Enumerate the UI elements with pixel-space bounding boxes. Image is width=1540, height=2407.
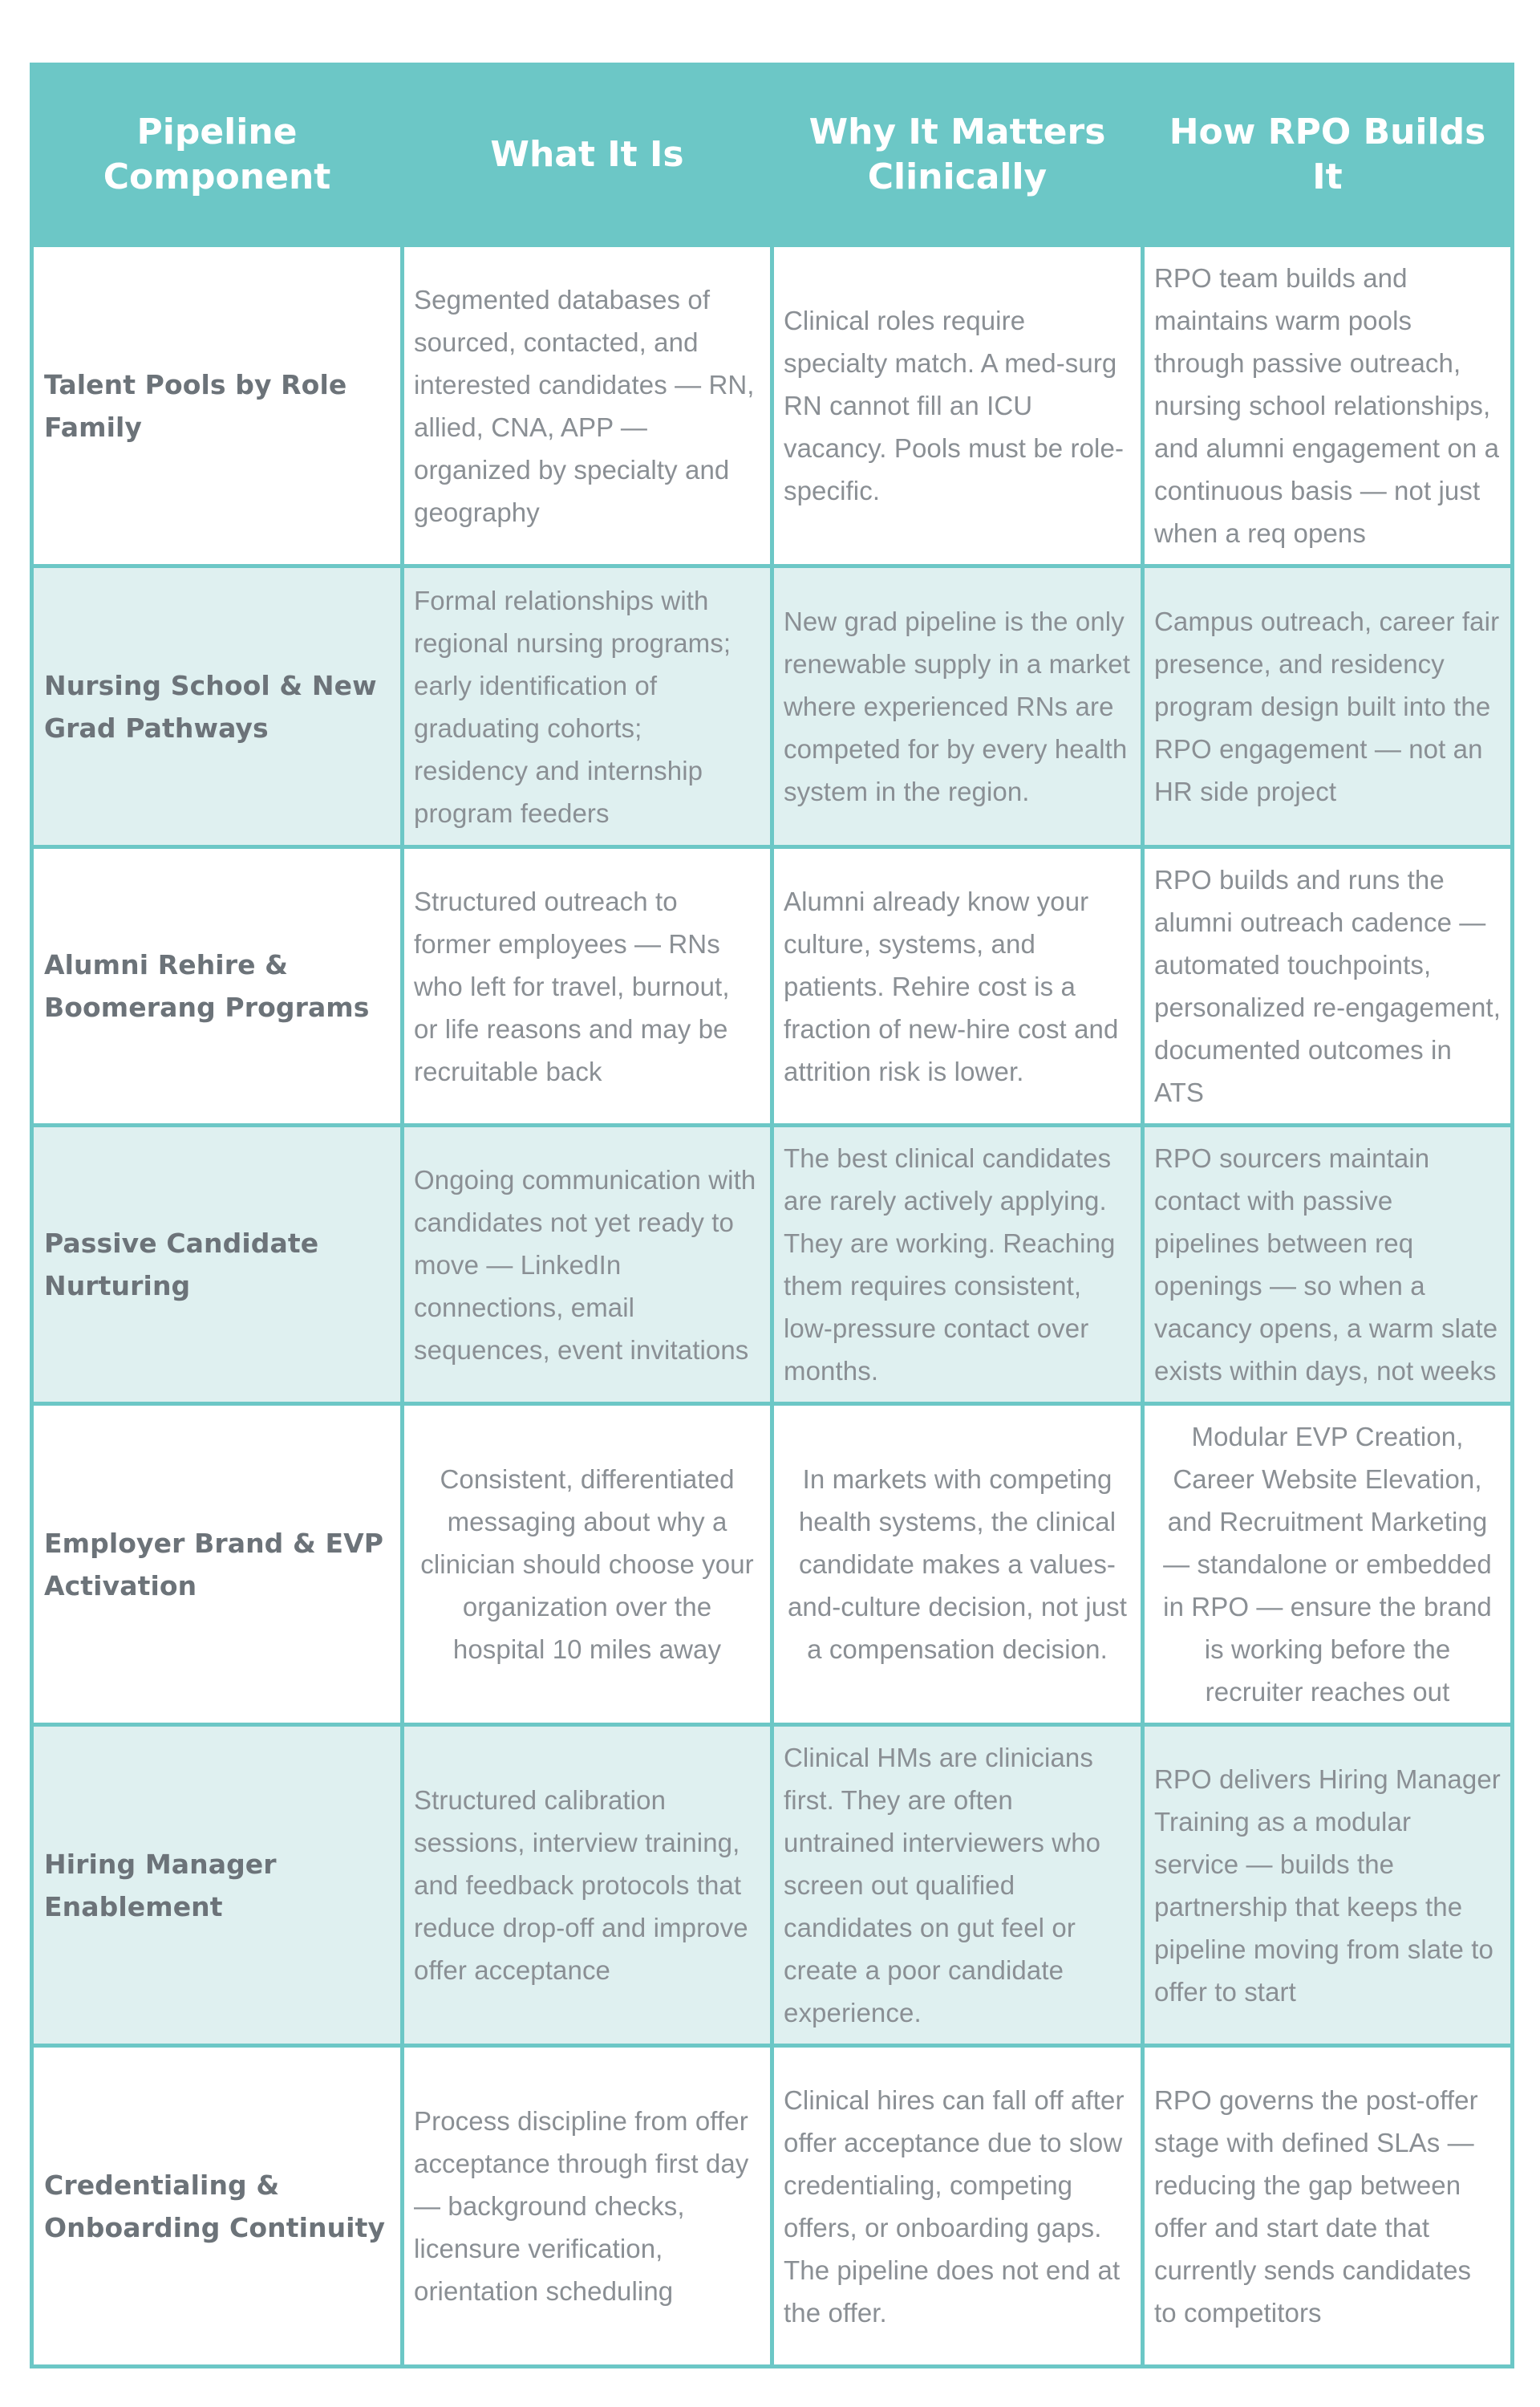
why-cell: The best clinical candidates are rarely actively applying. They are working. Reaching them requires consistent, low-pressure contact over months. [772,1126,1143,1404]
header-what-it-is: What It Is [403,65,772,246]
why-cell: Clinical hires can fall off after offer acceptance due to slow credentialing, competing offers, or onboarding gaps. The pipeline does not end at the offer. [772,2046,1143,2367]
how-cell: RPO team builds and maintains warm pools through passive outreach, nursing school relationships, and alumni engagement on a continuous basis — not just when a req opens [1143,246,1513,566]
component-cell: Nursing School & New Grad Pathways [32,566,403,847]
table-row [32,847,1513,1126]
table-row [32,2046,1513,2367]
component-cell: Credentialing & Onboarding Continuity [32,2046,403,2367]
why-cell: New grad pipeline is the only renewable supply in a market where experienced RNs are competed for by every health system in the region. [772,566,1143,847]
why-cell: Clinical HMs are clinicians first. They are often untrained interviewers who screen out qualified candidates on gut feel or create a poor candidate experience. [772,1725,1143,2046]
how-cell: RPO sourcers maintain contact with passive pipelines between req openings — so when a vacancy opens, a warm slate exists within days, not weeks [1143,1126,1513,1404]
how-cell: RPO builds and runs the alumni outreach cadence — automated touchpoints, personalized re-engagement, documented outcomes in ATS [1143,847,1513,1126]
table-row [32,566,1513,847]
what-cell: Consistent, differentiated messaging about why a clinician should choose your organization over the hospital 10 miles away [403,1404,772,1725]
component-cell: Talent Pools by Role Family [32,246,403,566]
header-how-rpo-builds-it: How RPO Builds It [1143,65,1513,246]
why-cell: In markets with competing health systems, the clinical candidate makes a values-and-culture decision, not just a compensation decision. [772,1404,1143,1725]
what-cell: Formal relationships with regional nursing programs; early identification of graduating cohorts; residency and internship program feeders [403,566,772,847]
what-cell: Segmented databases of sourced, contacted, and interested candidates — RN, allied, CNA, APP — organized by specialty and geography [403,246,772,566]
how-cell: RPO delivers Hiring Manager Training as a modular service — builds the partnership that keeps the pipeline moving from slate to offer to start [1143,1725,1513,2046]
what-cell: Ongoing communication with candidates not yet ready to move — LinkedIn connections, email sequences, event invitations [403,1126,772,1404]
pipeline-table [30,63,1514,2368]
why-cell: Clinical roles require specialty match. A med-surg RN cannot fill an ICU vacancy. Pools must be role-specific. [772,246,1143,566]
how-cell: Modular EVP Creation, Career Website Elevation, and Recruitment Marketing — standalone or embedded in RPO — ensure the brand is working before the recruiter reaches out [1143,1404,1513,1725]
what-cell: Structured calibration sessions, interview training, and feedback protocols that reduce drop-off and improve offer acceptance [403,1725,772,2046]
table-body [32,246,1513,2367]
component-cell: Employer Brand & EVP Activation [32,1404,403,1725]
what-cell: Structured outreach to former employees — RNs who left for travel, burnout, or life reasons and may be recruitable back [403,847,772,1126]
header-why-it-matters: Why It Matters Clinically [772,65,1143,246]
component-cell: Passive Candidate Nurturing [32,1126,403,1404]
table-row [32,1404,1513,1725]
table-header [32,65,1513,246]
component-cell: Hiring Manager Enablement [32,1725,403,2046]
header-pipeline-component: Pipeline Component [32,65,403,246]
what-cell: Process discipline from offer acceptance through first day — background checks, licensure verification, orientation scheduling [403,2046,772,2367]
table-row [32,1725,1513,2046]
table-row [32,1126,1513,1404]
header-row [32,65,1513,246]
pipeline-table-container [30,63,1510,2368]
how-cell: Campus outreach, career fair presence, and residency program design built into the RPO engagement — not an HR side project [1143,566,1513,847]
component-cell: Alumni Rehire & Boomerang Programs [32,847,403,1126]
how-cell: RPO governs the post-offer stage with defined SLAs — reducing the gap between offer and start date that currently sends candidates to competitors [1143,2046,1513,2367]
why-cell: Alumni already know your culture, systems, and patients. Rehire cost is a fraction of new-hire cost and attrition risk is lower. [772,847,1143,1126]
table-row [32,246,1513,566]
